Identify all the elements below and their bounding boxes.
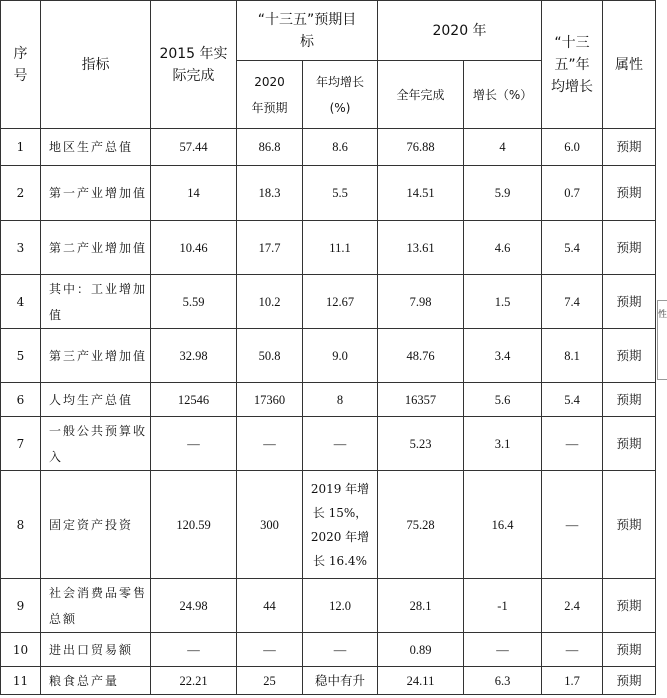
cell-full-year: 75.28 [378, 471, 464, 579]
table-row [1, 329, 656, 383]
cell-indicator: 人均生产总值 [41, 383, 151, 417]
cell-attribute: 预期 [603, 129, 656, 166]
cell-attribute: 预期 [603, 221, 656, 275]
side-tab[interactable]: 性 [657, 300, 667, 380]
header-2020-group: 2020 年 [378, 1, 542, 61]
cell-seq: 4 [1, 275, 41, 329]
cell-seq: 5 [1, 329, 41, 383]
cell-target: 25 [237, 667, 303, 695]
cell-target: — [237, 633, 303, 667]
header-full-year: 全年完成 [378, 61, 464, 129]
table-row [1, 633, 656, 667]
cell-indicator: 第二产业增加值 [41, 221, 151, 275]
cell-actual: 32.98 [151, 329, 237, 383]
header-target-2020: 2020 年预期 [237, 61, 303, 129]
cell-indicator: 社会消费品零售总额 [41, 579, 151, 633]
cell-target: 10.2 [237, 275, 303, 329]
table-row [1, 579, 656, 633]
cell-growth: 4.6 [464, 221, 542, 275]
cell-target: 17.7 [237, 221, 303, 275]
cell-growth: — [464, 633, 542, 667]
cell-indicator: 一般公共预算收入 [41, 417, 151, 471]
cell-growth: 6.3 [464, 667, 542, 695]
header-actual-2015: 2015 年实际完成 [151, 1, 237, 129]
cell-target-growth: 9.0 [303, 329, 378, 383]
cell-avg-growth: — [542, 633, 603, 667]
cell-actual: — [151, 633, 237, 667]
cell-target-growth: — [303, 417, 378, 471]
cell-indicator: 第一产业增加值 [41, 166, 151, 221]
cell-avg-growth: 6.0 [542, 129, 603, 166]
cell-attribute: 预期 [603, 667, 656, 695]
cell-full-year: 5.23 [378, 417, 464, 471]
cell-avg-growth: 2.4 [542, 579, 603, 633]
cell-growth: 4 [464, 129, 542, 166]
cell-attribute: 预期 [603, 417, 656, 471]
cell-target-growth: 11.1 [303, 221, 378, 275]
cell-growth: -1 [464, 579, 542, 633]
cell-avg-growth: 8.1 [542, 329, 603, 383]
cell-growth: 16.4 [464, 471, 542, 579]
cell-full-year: 28.1 [378, 579, 464, 633]
cell-actual: 24.98 [151, 579, 237, 633]
table-row [1, 471, 656, 579]
cell-target-growth: 5.5 [303, 166, 378, 221]
cell-target-growth: — [303, 633, 378, 667]
cell-actual: 120.59 [151, 471, 237, 579]
cell-actual: 12546 [151, 383, 237, 417]
cell-target: 44 [237, 579, 303, 633]
header-avg-growth: “十三五”年均增长 [542, 1, 603, 129]
cell-seq: 6 [1, 383, 41, 417]
table-row [1, 275, 656, 329]
cell-indicator: 固定资产投资 [41, 471, 151, 579]
cell-seq: 11 [1, 667, 41, 695]
cell-indicator: 粮食总产量 [41, 667, 151, 695]
cell-full-year: 16357 [378, 383, 464, 417]
cell-growth: 5.6 [464, 383, 542, 417]
cell-target: 18.3 [237, 166, 303, 221]
cell-avg-growth: 0.7 [542, 166, 603, 221]
cell-target-growth: 8 [303, 383, 378, 417]
cell-growth: 3.4 [464, 329, 542, 383]
cell-full-year: 76.88 [378, 129, 464, 166]
cell-target-growth: 12.0 [303, 579, 378, 633]
cell-indicator: 地区生产总值 [41, 129, 151, 166]
cell-target-growth: 稳中有升 [303, 667, 378, 695]
header-target-group: “十三五”预期目标 [237, 1, 378, 61]
cell-indicator: 进出口贸易额 [41, 633, 151, 667]
table-row [1, 383, 656, 417]
cell-target: 17360 [237, 383, 303, 417]
cell-full-year: 13.61 [378, 221, 464, 275]
cell-growth: 5.9 [464, 166, 542, 221]
cell-avg-growth: — [542, 471, 603, 579]
cell-target: 300 [237, 471, 303, 579]
cell-target-growth: 12.67 [303, 275, 378, 329]
cell-target: — [237, 417, 303, 471]
cell-target: 86.8 [237, 129, 303, 166]
cell-target-growth: 8.6 [303, 129, 378, 166]
cell-actual: — [151, 417, 237, 471]
table-row [1, 129, 656, 166]
cell-attribute: 预期 [603, 383, 656, 417]
cell-full-year: 7.98 [378, 275, 464, 329]
cell-indicator: 其中：工业增加值 [41, 275, 151, 329]
cell-actual: 10.46 [151, 221, 237, 275]
cell-indicator: 第三产业增加值 [41, 329, 151, 383]
cell-seq: 7 [1, 417, 41, 471]
table-row [1, 667, 656, 695]
cell-actual: 5.59 [151, 275, 237, 329]
cell-growth: 3.1 [464, 417, 542, 471]
cell-avg-growth: — [542, 417, 603, 471]
header-target-growth: 年均增长(%) [303, 61, 378, 129]
cell-actual: 14 [151, 166, 237, 221]
cell-actual: 57.44 [151, 129, 237, 166]
cell-avg-growth: 7.4 [542, 275, 603, 329]
cell-attribute: 预期 [603, 166, 656, 221]
header-seq: 序号 [1, 1, 41, 129]
header-indicator: 指标 [41, 1, 151, 129]
cell-target-growth: 2019 年增长 15%，2020 年增长 16.4% [303, 471, 378, 579]
cell-growth: 1.5 [464, 275, 542, 329]
cell-full-year: 24.11 [378, 667, 464, 695]
cell-full-year: 0.89 [378, 633, 464, 667]
cell-seq: 3 [1, 221, 41, 275]
cell-attribute: 预期 [603, 275, 656, 329]
table-row [1, 221, 656, 275]
header-attribute: 属性 [603, 1, 656, 129]
cell-seq: 2 [1, 166, 41, 221]
table-row [1, 417, 656, 471]
cell-attribute: 预期 [603, 471, 656, 579]
cell-avg-growth: 5.4 [542, 383, 603, 417]
header-growth: 增长（%） [464, 61, 542, 129]
table-row [1, 166, 656, 221]
cell-seq: 10 [1, 633, 41, 667]
cell-full-year: 14.51 [378, 166, 464, 221]
cell-seq: 8 [1, 471, 41, 579]
cell-avg-growth: 1.7 [542, 667, 603, 695]
cell-seq: 9 [1, 579, 41, 633]
cell-attribute: 预期 [603, 579, 656, 633]
cell-attribute: 预期 [603, 633, 656, 667]
cell-attribute: 预期 [603, 329, 656, 383]
cell-seq: 1 [1, 129, 41, 166]
cell-target: 50.8 [237, 329, 303, 383]
cell-avg-growth: 5.4 [542, 221, 603, 275]
cell-actual: 22.21 [151, 667, 237, 695]
cell-full-year: 48.76 [378, 329, 464, 383]
